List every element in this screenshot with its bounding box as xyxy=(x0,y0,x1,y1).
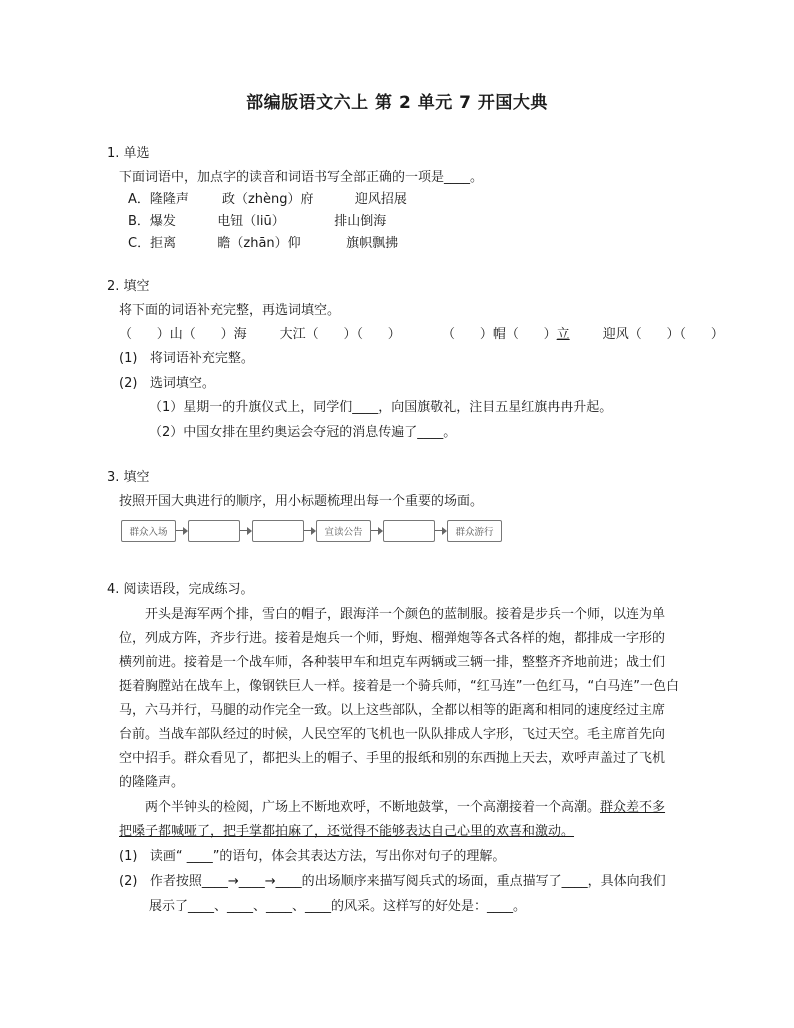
q4-sub1-num: (1) xyxy=(119,849,138,864)
q4-heading: 4. 阅读语段，完成练习。 xyxy=(107,582,254,597)
flow-arrow-icon xyxy=(435,521,447,541)
flow-box-1: 群众入场 xyxy=(121,520,176,542)
flow-arrow-icon xyxy=(176,521,188,541)
q1-option-b[interactable]: B．爆发 电钮（liū） 排山倒海 xyxy=(128,214,387,229)
flow-arrow-icon xyxy=(304,521,316,541)
q3-flowchart xyxy=(121,519,502,543)
q1-heading: 1. 单选 xyxy=(107,146,150,161)
q2-sub2-b: （2）中国女排在里约奥运会夺冠的消息传遍了____。 xyxy=(149,425,457,440)
q2-stem: 将下面的词语补充完整，再选词填空。 xyxy=(119,303,341,318)
q4-sub1 xyxy=(119,848,505,866)
q4-sub2 xyxy=(119,873,666,891)
q2-sub2 xyxy=(119,375,215,393)
q2-sub2-text: 选词填空。 xyxy=(149,376,215,391)
q1-option-c[interactable]: C．拒离 瞻（zhān）仰 旗帜飘拂 xyxy=(128,236,399,251)
q4-sub2-text: 作者按照____→____→____的出场顺序来描写阅兵式的场面，重点描写了____，具体向我们 xyxy=(149,874,666,889)
q2-sub1-text: 将词语补充完整。 xyxy=(149,351,254,366)
flow-box-4: 宣读公告 xyxy=(316,520,371,542)
flow-arrow-icon xyxy=(371,521,383,541)
q2-blanks-row xyxy=(119,326,724,344)
q3-heading: 3. 填空 xyxy=(107,470,150,485)
q2-heading: 2. 填空 xyxy=(107,279,150,294)
q2-sub2-a: （1）星期一的升旗仪式上，同学们____，向国旗敬礼，注目五星红旗冉冉升起。 xyxy=(149,400,613,415)
q4-para1-line: 开头是海军两个排，雪白的帽子，跟海洋一个颜色的蓝制服。接着是步兵一个师，以连为单 xyxy=(145,607,666,622)
q4-para1-line: 马，六马并行，马腿的动作完全一致。以上这些部队，全都以相等的距离和相同的速度经过主席 xyxy=(119,703,666,718)
q4-para1-line: 空中招手。群众看见了，都把头上的帽子、手里的报纸和别的东西抛上天去，欢呼声盖过了飞机 xyxy=(119,751,666,766)
q4-para1-line: 台前。当战车部队经过的时候，人民空军的飞机也一队队排成人字形，飞过天空。毛主席首先向 xyxy=(119,727,666,742)
flow-box-5-blank[interactable] xyxy=(383,520,435,542)
q4-para2-text: 两个半钟头的检阅，广场上不断地欢呼，不断地鼓掌，一个高潮接着一个高潮。 xyxy=(145,800,601,815)
q3-stem: 按照开国大典进行的顺序，用小标题梳理出每一个重要的场面。 xyxy=(119,494,484,509)
q1-option-a[interactable]: A．隆隆声 政（zhèng）府 迎风招展 xyxy=(128,192,407,207)
q4-para1-line: 位，列成方阵，齐步行进。接着是炮兵一个师，野炮、榴弹炮等各式各样的炮，都排成一字形的 xyxy=(119,631,666,646)
q2-sub1 xyxy=(119,350,254,368)
flow-box-6: 群众游行 xyxy=(447,520,502,542)
q4-sub2-num: (2) xyxy=(119,874,138,889)
q4-sub1-text: 读画“ ____”的语句，体会其表达方法，写出你对句子的理解。 xyxy=(149,849,506,864)
flow-box-3-blank[interactable] xyxy=(252,520,304,542)
page-title: 部编版语文六上 第 2 单元 7 开国大典 xyxy=(246,93,548,113)
q2-blanks: （ ）山（ ）海 大江（ ）（ ） （ ）帽（ ） xyxy=(119,327,557,342)
q4-para2-underlined-line: 把嗓子都喊哑了，把手掌都拍麻了，还觉得不能够表达自己心里的欢喜和激动。 xyxy=(119,824,575,839)
q4-para2-underlined: 群众差不多 xyxy=(600,800,666,815)
q4-para1-line: 的隆隆声。 xyxy=(119,775,185,790)
q2-blanks-underlined: 立 xyxy=(556,327,570,342)
q2-blanks-end: 迎风（ ）（ ） xyxy=(569,327,724,342)
q4-para1-line: 挺着胸膛站在战车上，像钢铁巨人一样。接着是一个骑兵师，“红马连”一色红马，“白马连”一色白 xyxy=(119,679,679,694)
flow-arrow-icon xyxy=(240,521,252,541)
q1-stem: 下面词语中，加点字的读音和词语书写全部正确的一项是____。 xyxy=(119,170,484,185)
q4-para2-line1 xyxy=(145,799,665,817)
q4-sub2-cont: 展示了____、____、____、____的风采。这样写的好处是：____。 xyxy=(149,899,527,914)
flow-box-2-blank[interactable] xyxy=(188,520,240,542)
q4-para1-line: 横列前进。接着是一个战车师，各种装甲车和坦克车两辆或三辆一排，整整齐齐地前进；战士们 xyxy=(119,655,666,670)
q2-sub1-num: (1) xyxy=(119,351,138,366)
q2-sub2-num: (2) xyxy=(119,376,138,391)
